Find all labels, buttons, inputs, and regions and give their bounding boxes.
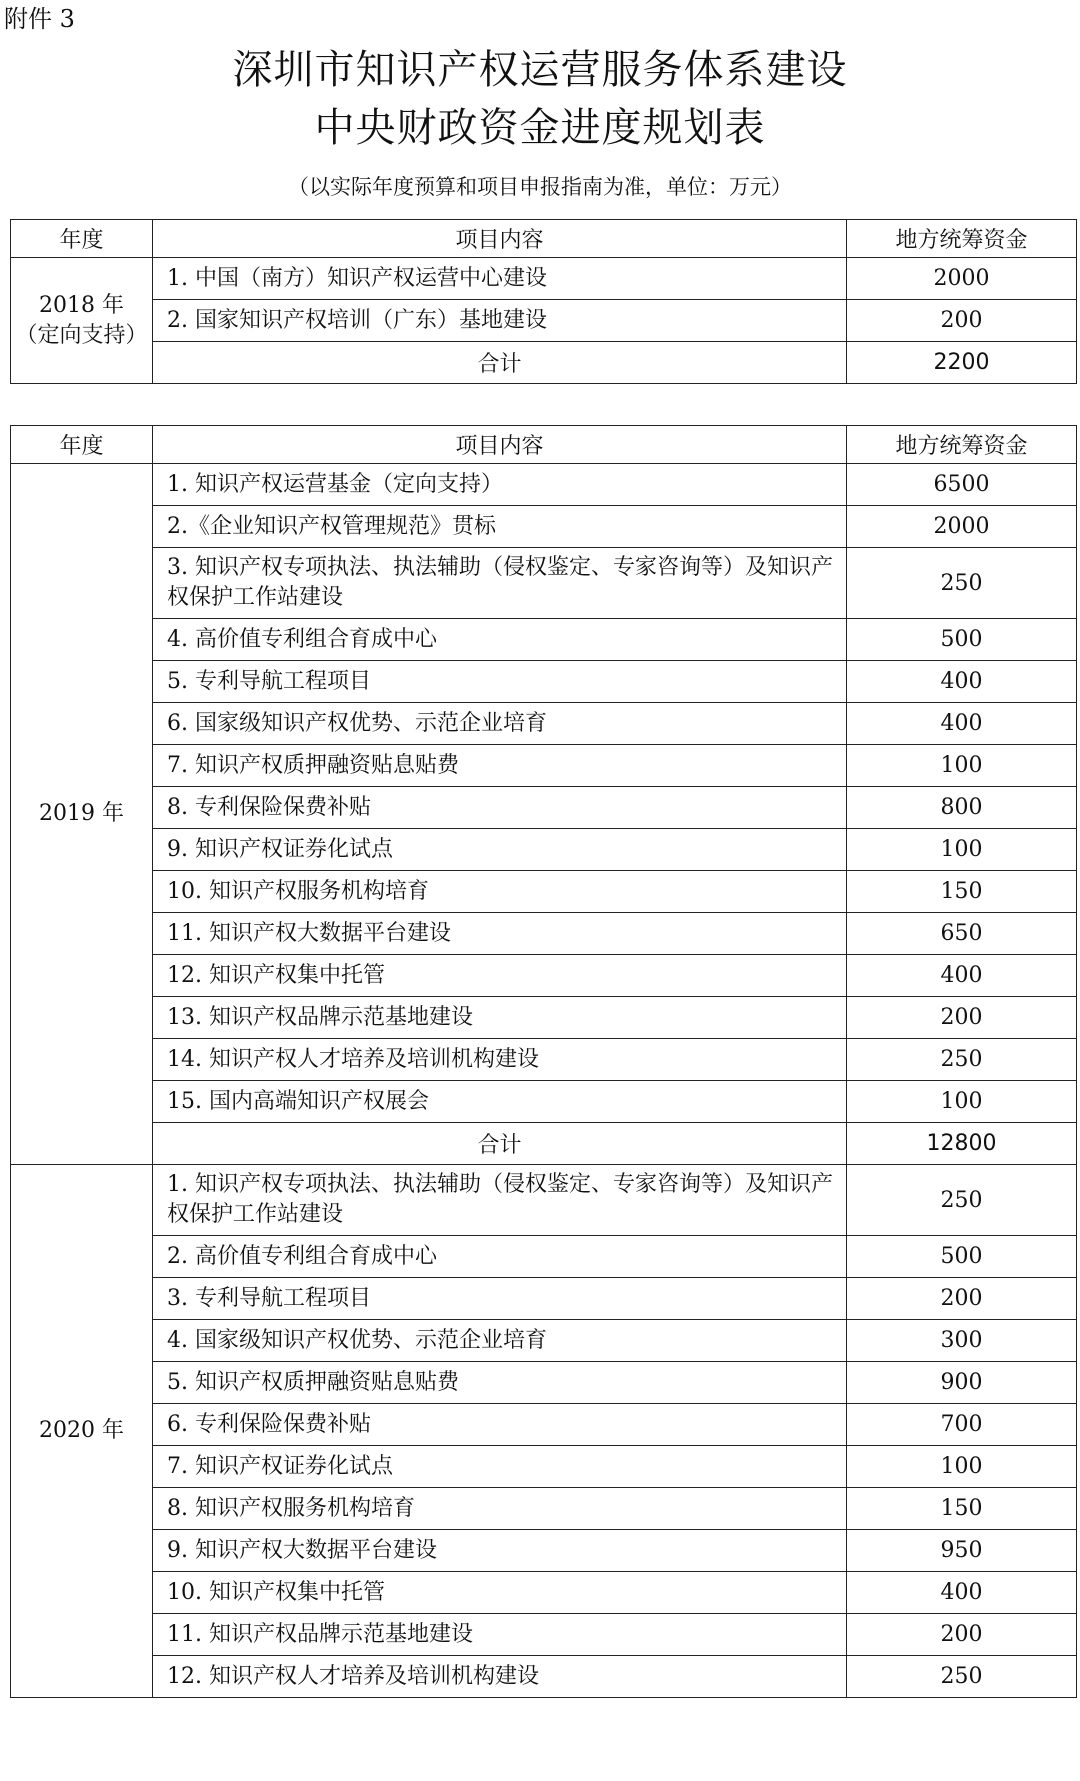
table-row <box>11 1530 1077 1572</box>
table-row <box>11 1039 1077 1081</box>
table-row <box>11 1081 1077 1123</box>
budget-table-2018 <box>10 219 1077 384</box>
item-cell: 2. 高价值专利组合育成中心 <box>153 1236 847 1278</box>
table-row <box>11 703 1077 745</box>
item-cell: 2. 国家知识产权培训（广东）基地建设 <box>153 300 847 342</box>
total-label: 合计 <box>153 1123 847 1165</box>
amount-cell: 400 <box>847 661 1077 703</box>
amount-cell: 950 <box>847 1530 1077 1572</box>
amount-column-header: 地方统筹资金 <box>847 426 1077 464</box>
table-row <box>11 258 1077 300</box>
amount-cell: 200 <box>847 300 1077 342</box>
amount-cell: 100 <box>847 1446 1077 1488</box>
document-title-line-2: 中央财政资金进度规划表 <box>314 105 766 151</box>
table-row <box>11 1404 1077 1446</box>
amount-cell: 100 <box>847 1081 1077 1123</box>
amount-cell: 250 <box>847 1656 1077 1698</box>
table-row <box>11 548 1077 619</box>
item-cell: 1. 知识产权专项执法、执法辅助（侵权鉴定、专家咨询等）及知识产权保护工作站建设 <box>153 1165 847 1236</box>
document-title-line-1: 深圳市知识产权运营服务体系建设 <box>232 47 848 93</box>
item-cell: 1. 中国（南方）知识产权运营中心建设 <box>153 258 847 300</box>
amount-cell: 100 <box>847 745 1077 787</box>
table-row <box>11 1614 1077 1656</box>
item-cell: 15. 国内高端知识产权展会 <box>153 1081 847 1123</box>
table-row <box>11 955 1077 997</box>
item-cell: 6. 专利保险保费补贴 <box>153 1404 847 1446</box>
item-cell: 4. 高价值专利组合育成中心 <box>153 619 847 661</box>
amount-cell: 250 <box>847 1165 1077 1236</box>
item-cell: 7. 知识产权证券化试点 <box>153 1446 847 1488</box>
table-row <box>11 913 1077 955</box>
item-cell: 12. 知识产权人才培养及培训机构建设 <box>153 1656 847 1698</box>
amount-cell: 900 <box>847 1362 1077 1404</box>
table-row <box>11 506 1077 548</box>
amount-cell: 2000 <box>847 506 1077 548</box>
amount-cell: 150 <box>847 871 1077 913</box>
table-row <box>11 787 1077 829</box>
total-amount: 2200 <box>847 342 1077 384</box>
item-cell: 11. 知识产权品牌示范基地建设 <box>153 1614 847 1656</box>
amount-cell: 200 <box>847 1278 1077 1320</box>
item-cell: 3. 知识产权专项执法、执法辅助（侵权鉴定、专家咨询等）及知识产权保护工作站建设 <box>153 548 847 619</box>
header-row <box>11 426 1077 464</box>
item-column-header: 项目内容 <box>153 426 847 464</box>
table-row <box>11 1446 1077 1488</box>
table-row <box>11 1236 1077 1278</box>
item-cell: 8. 知识产权服务机构培育 <box>153 1488 847 1530</box>
year-cell-2019: 2019 年 <box>11 464 153 1165</box>
table-row <box>11 1488 1077 1530</box>
item-cell: 14. 知识产权人才培养及培训机构建设 <box>153 1039 847 1081</box>
table-row <box>11 1572 1077 1614</box>
amount-cell: 200 <box>847 1614 1077 1656</box>
total-row <box>11 342 1077 384</box>
item-cell: 4. 国家级知识产权优势、示范企业培育 <box>153 1320 847 1362</box>
amount-cell: 800 <box>847 787 1077 829</box>
amount-cell: 650 <box>847 913 1077 955</box>
table-row <box>11 1362 1077 1404</box>
year-cell-2018 <box>11 258 153 384</box>
amount-cell: 2000 <box>847 258 1077 300</box>
year-column-header: 年度 <box>11 220 153 258</box>
total-row <box>11 1123 1077 1165</box>
header-row <box>11 220 1077 258</box>
amount-cell: 100 <box>847 829 1077 871</box>
year-cell-2020: 2020 年 <box>11 1165 153 1698</box>
amount-cell: 400 <box>847 703 1077 745</box>
item-column-header: 项目内容 <box>153 220 847 258</box>
amount-cell: 400 <box>847 955 1077 997</box>
amount-column-header: 地方统筹资金 <box>847 220 1077 258</box>
amount-cell: 500 <box>847 619 1077 661</box>
table-row <box>11 997 1077 1039</box>
item-cell: 9. 知识产权大数据平台建设 <box>153 1530 847 1572</box>
total-label: 合计 <box>153 342 847 384</box>
item-cell: 7. 知识产权质押融资贴息贴费 <box>153 745 847 787</box>
attachment-label: 附件 3 <box>4 5 75 33</box>
item-cell: 3. 专利导航工程项目 <box>153 1278 847 1320</box>
amount-cell: 6500 <box>847 464 1077 506</box>
item-cell: 1. 知识产权运营基金（定向支持） <box>153 464 847 506</box>
table-row <box>11 745 1077 787</box>
item-cell: 5. 知识产权质押融资贴息贴费 <box>153 1362 847 1404</box>
budget-table-2019-2020 <box>10 425 1077 1698</box>
item-cell: 12. 知识产权集中托管 <box>153 955 847 997</box>
item-cell: 10. 知识产权服务机构培育 <box>153 871 847 913</box>
amount-cell: 300 <box>847 1320 1077 1362</box>
amount-cell: 400 <box>847 1572 1077 1614</box>
table-row <box>11 619 1077 661</box>
amount-cell: 200 <box>847 997 1077 1039</box>
table-row <box>11 661 1077 703</box>
item-cell: 2.《企业知识产权管理规范》贯标 <box>153 506 847 548</box>
amount-cell: 700 <box>847 1404 1077 1446</box>
amount-cell: 250 <box>847 1039 1077 1081</box>
item-cell: 8. 专利保险保费补贴 <box>153 787 847 829</box>
item-cell: 11. 知识产权大数据平台建设 <box>153 913 847 955</box>
year-note: （定向支持） <box>15 322 148 348</box>
table-row <box>11 1656 1077 1698</box>
table-row <box>11 1320 1077 1362</box>
amount-cell: 250 <box>847 548 1077 619</box>
year-label: 2018 年 <box>39 292 124 318</box>
table-row <box>11 829 1077 871</box>
item-cell: 10. 知识产权集中托管 <box>153 1572 847 1614</box>
item-cell: 5. 专利导航工程项目 <box>153 661 847 703</box>
amount-cell: 150 <box>847 1488 1077 1530</box>
table-row <box>11 871 1077 913</box>
amount-cell: 500 <box>847 1236 1077 1278</box>
item-cell: 13. 知识产权品牌示范基地建设 <box>153 997 847 1039</box>
year-column-header: 年度 <box>11 426 153 464</box>
table-row <box>11 300 1077 342</box>
table-row <box>11 1278 1077 1320</box>
total-amount: 12800 <box>847 1123 1077 1165</box>
table-row <box>11 464 1077 506</box>
table-row <box>11 1165 1077 1236</box>
item-cell: 9. 知识产权证券化试点 <box>153 829 847 871</box>
document-subtitle: （以实际年度预算和项目申报指南为准，单位：万元） <box>288 175 792 199</box>
item-cell: 6. 国家级知识产权优势、示范企业培育 <box>153 703 847 745</box>
